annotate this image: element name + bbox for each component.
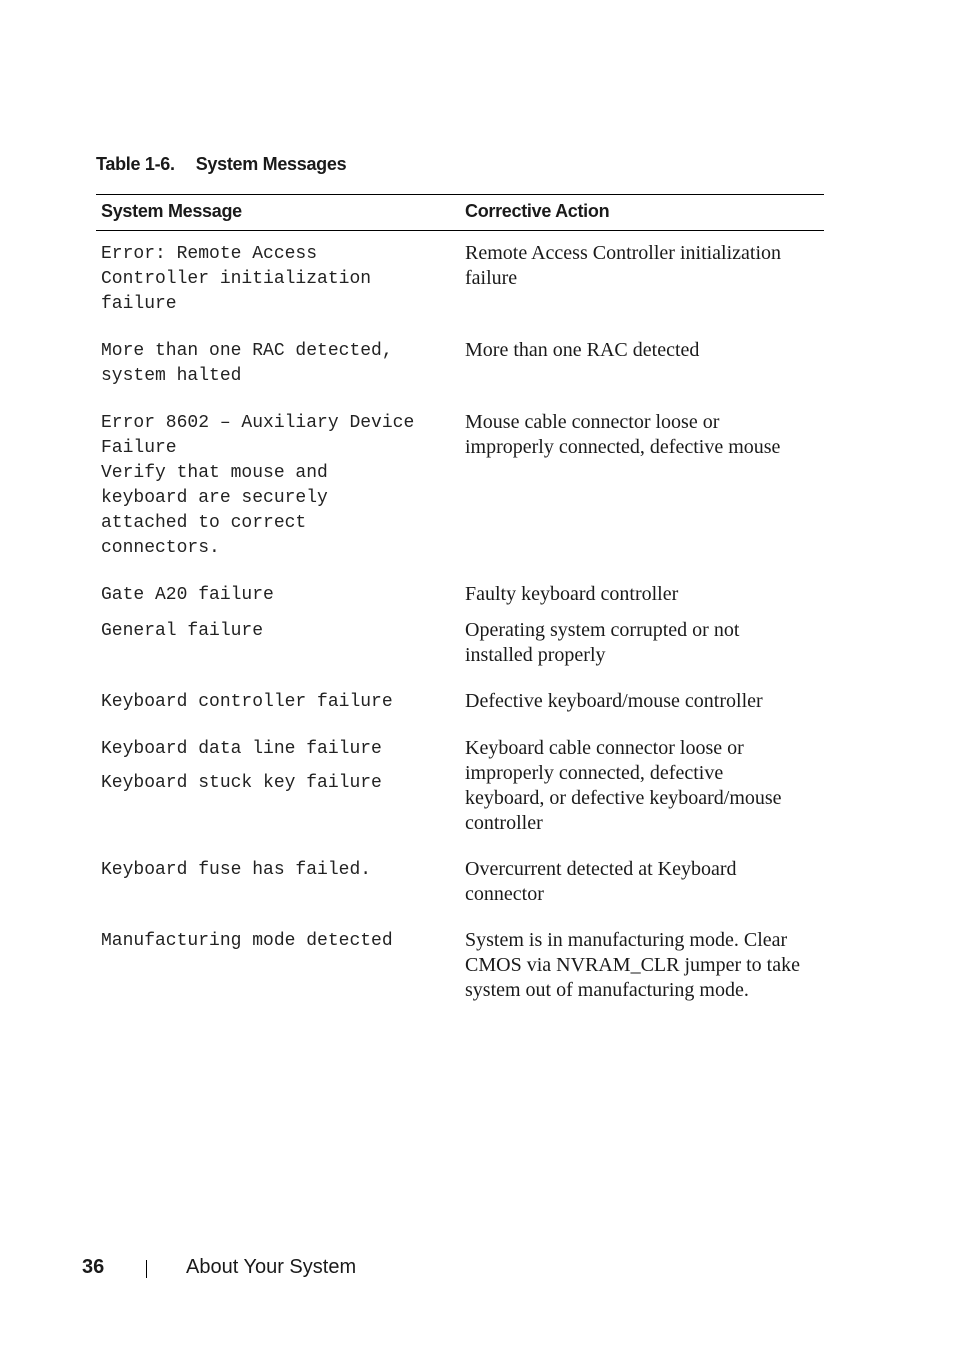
system-message-line: Keyboard fuse has failed. [101, 860, 372, 880]
system-message-line: attached to correct [101, 513, 307, 533]
system-message-line: Error 8602 – Auxiliary Device [101, 413, 415, 433]
corrective-action-line: Mouse cable connector loose or [465, 411, 720, 433]
system-message-line: Keyboard controller failure [101, 692, 393, 712]
table-caption [96, 154, 346, 175]
corrective-action-line: connector [465, 883, 544, 905]
system-message-line: keyboard are securely [101, 488, 328, 508]
system-message-line: connectors. [101, 538, 220, 558]
corrective-action-cell [460, 400, 824, 461]
corrective-action-line: Defective keyboard/mouse controller [465, 690, 763, 712]
system-message-cell [96, 572, 460, 608]
header-corrective-action: Corrective Action [460, 195, 824, 231]
system-message-cell [96, 328, 460, 400]
table-number: Table 1-6. [96, 154, 175, 174]
table-row [96, 461, 824, 572]
system-message-line: Verify that mouse and [101, 463, 328, 483]
corrective-action-line: improperly connected, defective mouse [465, 436, 781, 458]
corrective-action-cell [460, 461, 824, 572]
table-body [96, 231, 824, 1015]
corrective-action-cell [460, 231, 824, 329]
system-message-line: Error: Remote Access [101, 244, 318, 264]
table-row [96, 608, 824, 679]
corrective-action-cell [460, 679, 824, 726]
system-message-line: General failure [101, 621, 264, 641]
corrective-action-line: CMOS via NVRAM_CLR jumper to take [465, 954, 800, 976]
corrective-action-line: failure [465, 267, 518, 289]
corrective-action-cell [460, 572, 824, 608]
table-row [96, 572, 824, 608]
system-message-line: Gate A20 failure [101, 585, 274, 605]
system-message-cell [96, 461, 460, 572]
system-message-line: Failure [101, 438, 177, 458]
corrective-action-cell [460, 847, 824, 918]
table-row [96, 847, 824, 918]
corrective-action-cell [460, 328, 824, 400]
footer-section-title: About Your System [186, 1256, 357, 1278]
system-message-line: More than one RAC detected, [101, 341, 393, 361]
system-message-line: failure [101, 294, 177, 314]
page-number: 36 [82, 1256, 105, 1278]
table-row [96, 400, 824, 461]
table-title: System Messages [195, 154, 347, 174]
system-message-line: system halted [101, 366, 242, 386]
corrective-action-line: improperly connected, defective [465, 762, 724, 784]
corrective-action-line: Keyboard cable connector loose or [465, 737, 744, 759]
corrective-action-line: System is in manufacturing mode. Clear [465, 929, 788, 951]
table-row [96, 726, 824, 847]
system-messages-table [96, 194, 824, 1014]
table-row [96, 231, 824, 329]
corrective-action-line: Overcurrent detected at Keyboard [465, 858, 737, 880]
corrective-action-cell [460, 726, 824, 847]
corrective-action-line: Faulty keyboard controller [465, 583, 679, 605]
corrective-action-line: system out of manufacturing mode. [465, 979, 749, 1001]
table-row [96, 918, 824, 1014]
system-message-cell [96, 679, 460, 726]
system-message-cell [96, 847, 460, 918]
footer-divider [146, 1260, 147, 1278]
table-header-row [96, 195, 824, 231]
corrective-action-line: More than one RAC detected [465, 339, 700, 361]
system-message-cell [96, 231, 460, 329]
system-message-cell [96, 400, 460, 461]
corrective-action-cell [460, 918, 824, 1014]
system-message-line: Manufacturing mode detected [101, 931, 393, 951]
header-system-message: System Message [96, 195, 460, 231]
system-message-cell [96, 608, 460, 679]
system-message-cell [96, 726, 460, 847]
system-message-line: Keyboard stuck key failure [101, 773, 382, 793]
system-message-cell [96, 918, 460, 1014]
corrective-action-cell [460, 608, 824, 679]
system-message-line: Keyboard data line failure [101, 739, 382, 759]
corrective-action-line: installed properly [465, 644, 606, 666]
corrective-action-line: keyboard, or defective keyboard/mouse [465, 787, 782, 809]
table-row [96, 328, 824, 400]
system-message-line: Controller initialization [101, 269, 372, 289]
table-row [96, 679, 824, 726]
corrective-action-line: Remote Access Controller initialization [465, 242, 782, 264]
corrective-action-line: controller [465, 812, 543, 834]
corrective-action-line: Operating system corrupted or not [465, 619, 740, 641]
